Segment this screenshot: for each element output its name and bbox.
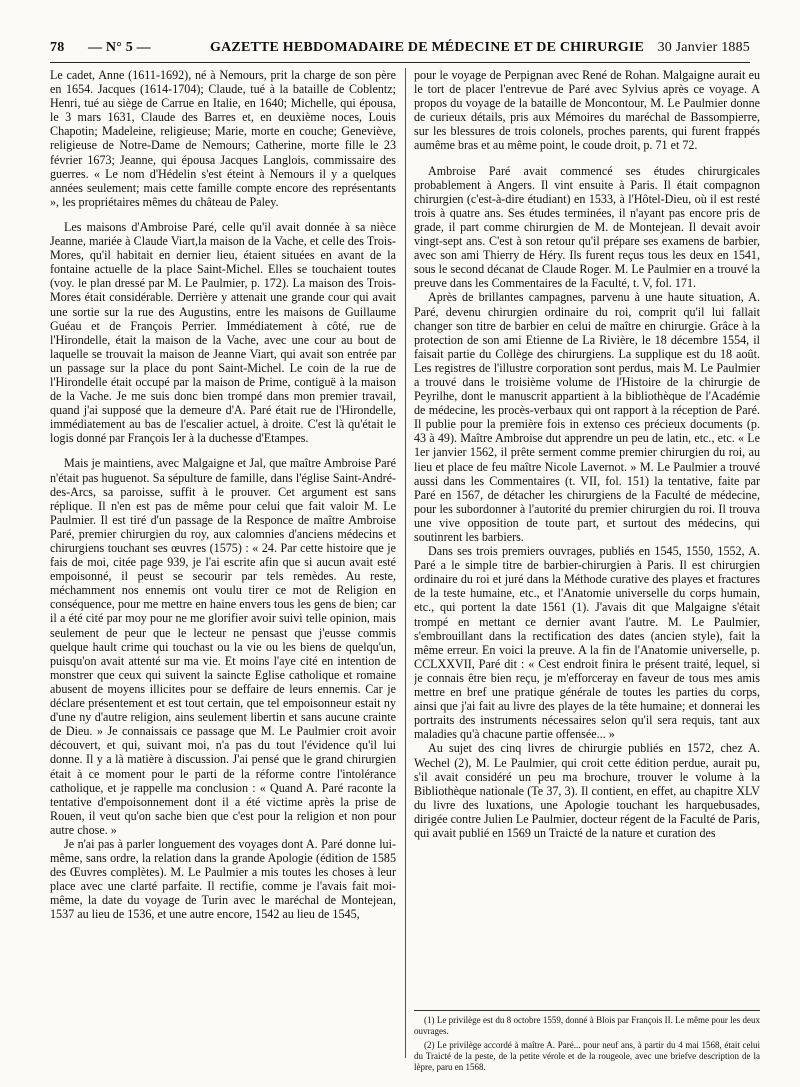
left-column	[50, 68, 396, 1058]
paragraph: Au sujet des cinq livres de chirurgie publiés en 1572, chez A. Wechel (2), M. Le Paulmier, qui croit cette édition perdue, aurait pu, s'il avait considéré un peu ma brochure, trouver le volume à la Bibliothèque nationale (Te 37, 3). Il contient, en effet, au chapitre XLV du livre des luxations, une Apologie touchant les harquebusades, dirigée contre Julien Le Paulmier, docteur régent de la Faculté de Paris, qui avait publié en 1569 un Traicté de la nature et curation des	[414, 741, 760, 840]
header-rule	[50, 62, 750, 63]
issue-number: — N° 5 —	[88, 40, 151, 55]
paragraph: Mais je maintiens, avec Malgaigne et Jal, que maître Ambroise Paré n'était pas huguenot. Sa sépulture de famille, dans l'église Saint-André-des-Arcs, sa paroisse, suffit à le prouver. Cet argument est sans réplique. Il n'en est pas de même pour celui que fait valoir M. Le Paulmier. Il est tiré d'un passage de la Responce de maître Ambroise Paré, premier chirurgien du roy, aux calomnies d'anciens médecins et chirurgiens touchant ses œuvres (1575) : « 24. Par cette histoire que je fais de moi, citée page 939, je l'ai escrite afin que si aucun avait esté empoisonné, il peust se secourir par tels remèdes. Au reste, méchamment nos ennemis ont voulu tirer ce mot de Religion en conséquence, pour me mettre en haine envers tous les gens de bien; car il a été cité par moy pour ne me glorifier avoir suivi telle opinion, mais seulement de peur que le lecteur ne pensast que j'eusse commis quelque hault crime qui touchast ou la vie ou les biens de quelqu'un, puisqu'on avait attenté sur ma vie. Et moins l'aye cité en intention de monstrer que ceux qui suivent la saincte Eglise catholique et romaine abusent de moyens illicites pour se deffaire de leurs ennemis. Car je déclare présentement et est tout certain, que tel empoisonneur estait ny d'une ny d'autre religion, ains seulement libertin et sans aucune crainte de Dieu. » Je connaissais ce passage que M. Le Paulmier croit avoir découvert, et qui, suivant moi, n'a pas du tout l'évidence qu'il lui donne. Il y a là matière à discussion. J'ai pensé que le grand chirurgien était à ce moment pour le parti de la réforme contre l'intolérance catholique, et je rappelle ma conclusion : « Quand A. Paré raconte la tentative d'empoisonnement dont il a été victime après la prise de Rouen, il veut qu'on sache bien que c'est pour la religion et non pour autre chose. »	[50, 456, 396, 837]
paragraph: Après de brillantes campagnes, parvenu à une haute situation, A. Paré, devenu chirurgien ordinaire du roi, comprit qu'il lui fallait changer son titre de barbier en celui de maître en chirurgie. Grâce à la protection de son ami Etienne de La Rivière, le 18 décembre 1554, il faisait partie du Collège des chirurgiens. La supplique est du 18 août. Les registres de l'illustre corporation sont perdus, mais M. Le Paulmier a trouvé dans le troisième volume de l'Histoire de la chirurgie de Peyrilhe, dont le manuscrit appartient à la bibliothèque de l'Académie de médecine, les procès-verbaux qui ont rapport à la réception de Paré. Il publie pour la première fois in extenso ces précieux documents (p. 43 à 49). Maître Ambroise dut apprendre un peu de latin, etc., etc. « Le 1er janvier 1562, il prête serment comme premier chirurgien du roi, au lieu et place de feu maître Nicole Lavernot. » M. Le Paulmier a trouvé aussi dans les Commentaires (t. VII, fol. 151) la tentative, faite par Paré en 1567, de détacher les chirurgiens de la Faculté de médecine, pour les subordonner à l'autorité du premier chirurgien du roi. Il trouva une vive opposition de toute part, et surtout des médecins, qui soutinrent les barbiers.	[414, 290, 760, 544]
footnotes	[414, 1010, 760, 1076]
issue-date: 30 Janvier 1885	[657, 40, 750, 55]
paragraph: Je n'ai pas à parler longuement des voyages dont A. Paré donne lui-même, sans ordre, la relation dans la grande Apologie (édition de 1585 des Œuvres complètes). M. Le Paulmier a mis toutes les choses à leur place avec une clarté parfaite. Il rectifie, comme je l'avais fait moi-même, la date du voyage de Turin avec le maréchal de Montejean, 1537 au lieu de 1536, et une autre encore, 1542 au lieu de 1545,	[50, 836, 396, 922]
paragraph: Les maisons d'Ambroise Paré, celle qu'il avait donnée à sa nièce Jeanne, mariée à Claude Viart,la maison de la Vache, et celle des Trois-Mores, qu'il habitait en dernier lieu, étaient situées en avant de la fontaine actuelle de la place Saint-Michel. Elles se touchaient toutes (voy. le plan dressé par M. Le Paulmier, p. 172). La maison des Trois-Mores était considérable. Derrière y attenait une grande cour qui avait une sortie sur la rue des Augustins, entre les maisons de Guillaume Guéau et de François Perrier. Immédiatement à côté, rue de l'Hirondelle, était la maison de la Vache, avec une cour au bout de laquelle se trouvait la maison de Jeanne Viart, qui avait son entrée par un passage sur la place du pont Saint-Michel. Le coin de la rue de l'Hirondelle était occupé par la maison de Prime, contiguë à la maison de la Vache. Je me suis donc bien trompé dans mon premier travail, quand j'ai supposé que la demeure d'A. Paré était rue de l'Hirondelle, immédiatement au bas de l'escalier actuel, à droite. C'est là qu'était le logis donné par François Ier à la duchesse d'Etampes.	[50, 219, 396, 446]
right-column	[414, 68, 760, 1004]
paragraph: Ambroise Paré avait commencé ses études chirurgicales probablement à Angers. Il vint ensuite à Paris. Il était compagnon chirurgien (c'est-à-dire étudiant) en 1533, à l'Hôtel-Dieu, où il est resté trois à quatre ans. Ses études terminées, il n'ayant pas encore pris de grade, il part comme chirurgien de M. de Montejean. Il devait avoir vingt-sept ans. C'est à son retour qu'il prépare ses examens de barbier, avec son ami Thierry de Héry. Ils furent reçus tous les deux en 1541, sous le second décanat de Claude Roger. M. Le Paulmier en a trouvé la preuve dans les Commentaires de la Faculté, t. V, fol. 171.	[414, 163, 760, 291]
footnote: (1) Le privilège est du 8 octobre 1559, donné à Blois par François II. Le même pour les deux ouvrages.	[414, 1015, 760, 1036]
paragraph: pour le voyage de Perpignan avec René de Rohan. Malgaigne aurait eu le tort de placer l'entrevue de Paré avec Sylvius après ce voyage. A propos du voyage de la bataille de Moncontour, M. Le Paulmier donne de curieux détails, pris aux Mémoires du maréchal de Bassompierre, sur les blessures de trois colonels, proches parents, qui furent frappés aumême bras et au même point, le coude droit, p. 71 et 72.	[414, 68, 760, 153]
paragraph: Dans ses trois premiers ouvrages, publiés en 1545, 1550, 1552, A. Paré a le simple titre de barbier-chirurgien à Paris. Il est chirurgien ordinaire du roi et juré dans la Méthode curative des playes et fractures de la teste humaine, etc., et l'Anatomie universelle du corps humain, etc., qui portent la date 1561 (1). J'avais dit que Malgaigne s'était trompé en mettant ce dernier avant l'autre. M. Le Paulmier, s'embrouillant dans la rectification des dates (ancien style), fait la même erreur. En voici la preuve. A la fin de l'Anatomie universelle, p. CCLXXVII, Paré dit : « Cest endroit finira le présent traité, lequel, si je connais être bien reçu, je m'efforceray en faveur de tous mes amis mettre en bref une pratique générale de toutes les parties du corps, ainsi que j'ai fait au livre des playes de la tête humaine; et donnerai les portraits des instruments nécessaires selon qu'il sera requis, tant aux maladies qu'à chacune partie offensée... »	[414, 544, 760, 742]
column-divider	[405, 68, 406, 1058]
page-header	[50, 40, 750, 62]
paragraph: Le cadet, Anne (1611-1692), né à Nemours, prit la charge de son père en 1654. Jacques (1614-1704); Claude, tué à la bataille de Coblentz; Henri, tué au siège de Carrue en Italie, en 1640; Michelle, qui épousa, le 3 mars 1631, Claude des Barres et, en deuxième noces, Louis Chapotin; Madeleine, religieuse; Marie, morte en couche; Geneviève, religieuse de Notre-Dame de Nemours; Catherine, morte fille le 23 février 1673; Jeanne, qui épousa Jacques Langlois, commissaire des guerres. « Le nom d'Hédelin s'est éteint à Nemours il y a quelques années seulement; mais cette famille compte encore des représentants », les propriétaires mêmes du château de Paley.	[50, 68, 396, 209]
journal-title: GAZETTE HEBDOMADAIRE DE MÉDECINE ET DE CHIRURGIE	[210, 40, 645, 55]
footnote: (2) Le privilège accordé à maître A. Paré... pour neuf ans, à partir du 4 mai 1568, était celui du Traicté de la peste, de la petite vérole et de la rougeole, avec une briefve description de la lèpre, paru en 1568.	[414, 1040, 760, 1072]
page-number: 78	[50, 40, 65, 55]
